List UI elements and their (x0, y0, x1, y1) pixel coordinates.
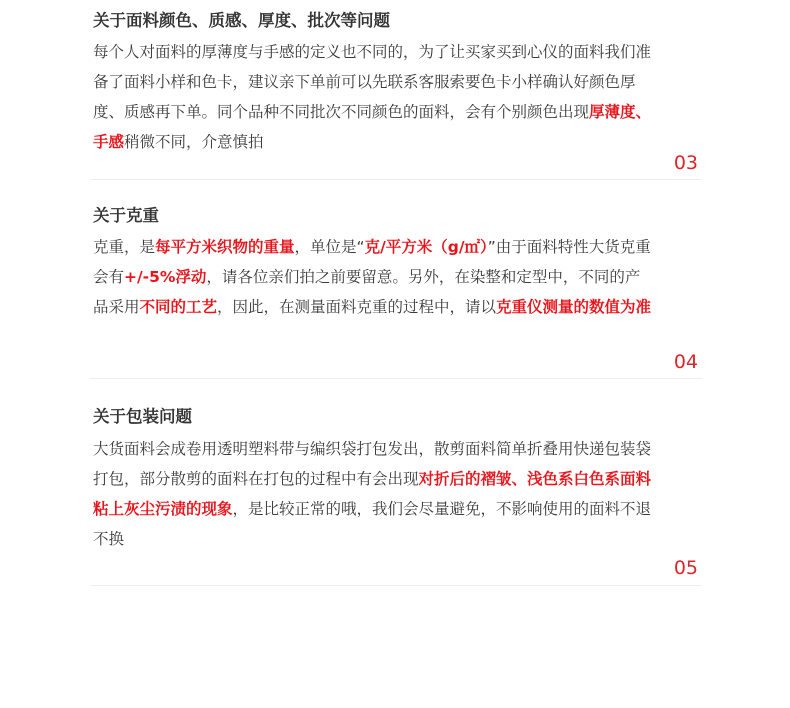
highlight-text: 不同的工艺 (139, 298, 218, 316)
section-body (93, 434, 655, 554)
body-text: ，是比较正常的哦，我们会尽量避免，不影响使用的面料不退不换 (93, 500, 652, 548)
section-fabric-color (90, 0, 702, 180)
highlight-text: 对折后的褶皱、浅色系白色系面料粘上灰尘污渍的现象 (93, 470, 652, 518)
body-text: 稍微不同，介意慎拍 (124, 133, 264, 151)
body-text: ，因此，在测量面料克重的过程中，请以 (217, 298, 497, 316)
section-body (93, 37, 655, 157)
highlight-text: 厚薄度、手感 (93, 103, 652, 151)
section-gram-weight (90, 179, 702, 379)
section-title: 关于包装问题 (93, 407, 192, 426)
body-text: ，请各位亲们拍之前要留意。另外，在染整和定型中，不同的产品采用 (93, 268, 641, 316)
highlight-text: +/-5%浮动 (124, 268, 207, 286)
section-title: 关于面料颜色、质感、厚度、批次等问题 (93, 11, 390, 30)
body-text: 克重，是 (93, 238, 156, 256)
highlight-text: 克/平方米（g/㎡） (364, 238, 488, 256)
section-body (93, 232, 655, 322)
highlight-text: 克重仪测量的数值为准 (496, 298, 652, 316)
section-number: 03 (673, 152, 698, 174)
body-text: 每个人对面料的厚薄度与手感的定义也不同的，为了让买家买到心仪的面料我们准备了面料小样和色卡，建议亲下单前可以先联系客服索要色卡小样确认好颜色厚度、质感再下单。同个品种不同批次不同颜色的面料，会有个别颜色出现 (93, 43, 652, 121)
section-number: 04 (673, 351, 698, 373)
highlight-text: 每平方米织物的重量 (155, 238, 295, 256)
section-title: 关于克重 (93, 206, 159, 225)
body-text: ，单位是“ (294, 238, 365, 256)
section-number: 05 (673, 557, 698, 579)
body-text: 大货面料会成卷用透明塑料带与编织袋打包发出，散剪面料简单折叠用快递包装袋打包，部分散剪的面料在打包的过程中有会出现 (93, 440, 652, 488)
body-text: ”由于面料特性大货克重会有 (93, 238, 651, 286)
section-packaging (90, 378, 702, 586)
